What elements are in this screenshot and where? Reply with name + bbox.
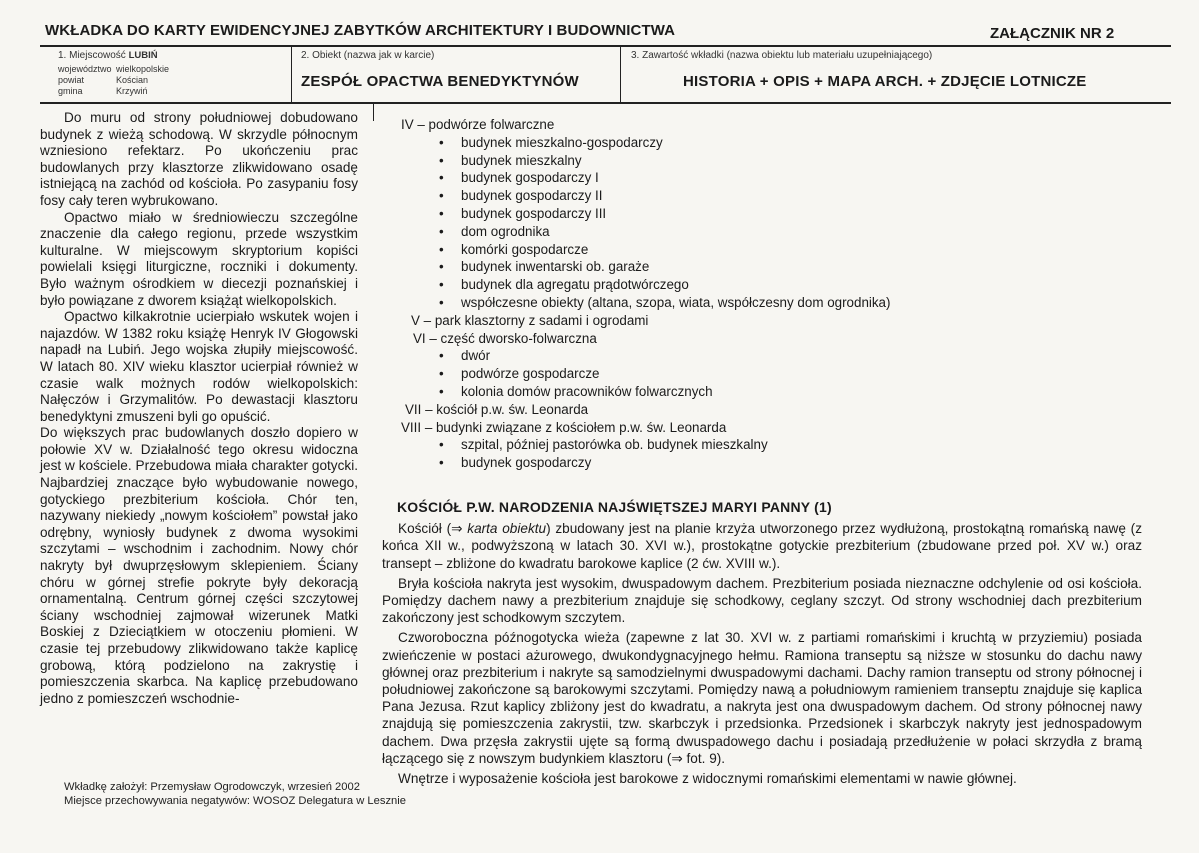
church-heading: KOŚCIÓŁ P.W. NARODZENIA NAJŚWIĘTSZEJ MARYI PANNY (1) [397,499,832,515]
church-paragraph-4: Wnętrze i wyposażenie kościoła jest barokowe z widocznymi romańskimi elementami w nawie głównej. [398,771,1017,787]
county-value: Kościan [116,75,149,85]
list-item: • budynek gospodarczy [401,454,1171,472]
list-item: • budynek gospodarczy II [401,187,1171,205]
object-name: ZESPÓŁ OPACTWA BENEDYKTYNÓW [301,73,579,90]
header-bottom-rule [40,102,1171,104]
locality-name: LUBIŃ [128,50,158,61]
list-item: • dwór [401,347,1171,365]
author-line: Wkładkę założył: Przemysław Ogrodowczyk, wrzesień 2002 [64,781,360,793]
list-item: • kolonia domów pracowników folwarcznych [401,383,1171,401]
list-item: • budynek dla agregatu prądotwórczego [401,276,1171,294]
list-item: • budynek inwentarski ob. garaże [401,258,1171,276]
object-label: 2. Obiekt (nazwa jak w karcie) [301,50,435,61]
document-title: WKŁADKA DO KARTY EWIDENCYJNEJ ZABYTKÓW ARCHITEKTURY I BUDOWNICTWA [45,22,676,39]
section-label: VIII – budynki związane z kościołem p.w. św. Leonarda [401,419,727,435]
contents-label: 3. Zawartość wkładki (nazwa obiektu lub materiału uzupełniającego) [631,50,933,61]
voivodeship-value: wielkopolskie [116,64,170,74]
contents-value: HISTORIA + OPIS + MAPA ARCH. + ZDJĘCIE LOTNICZE [683,73,1087,90]
negatives-storage-line: Miejsce przechowywania negatywów: WOSOZ Delegatura w Lesznie [64,795,406,807]
annex-label: ZAŁĄCZNIK NR 2 [990,25,1115,42]
locality-label: 1. Miejscowość [58,50,126,61]
list-item: • dom ogrodnika [401,223,1171,241]
header-top-rule [40,45,1171,47]
section-label: IV – podwórze folwarczne [401,117,555,132]
section-label: VII – kościół p.w. św. Leonarda [405,401,589,417]
column-divider [373,103,374,121]
object-card-reference: karta obiektu [467,521,547,537]
list-item: • współczesne obiekty (altana, szopa, wiata, współczesny dom ogrodnika) [401,294,1171,312]
section-label: V – park klasztorny z sadami i ogrodami [411,312,649,328]
locality-cell [58,50,283,97]
administrative-info [58,64,283,97]
history-text-column [40,110,358,707]
complex-elements-list [401,116,1171,472]
church-description [382,499,1142,790]
history-paragraph-1: Do muru od strony południowej dobudowano budynek z wieżą schodową. W skrzydle północnym wzniesiono refektarz. Po ukończeniu prac budowlanych przy klasztorze zlikwidowano osadę istniejącą na zachód od kościoła. Po zasypaniu fosy fosy cały teren wybrukowano. [40,110,358,208]
history-paragraph-4: Do większych prac budowlanych doszło dopiero w połowie XV w. Działalność tego okresu widoczna jest w kościele. Przebudowa miała charakter gotycki. Najbardziej znaczące było wybudowanie nowego, gotyckiego prezbiterium kościoła. Chór ten, nazywany niekiedy „nowym kościołem” powstał jako odrębny, wyniosły budynek z dwoma wysokimi szczytami – wschodnim i zachodnim. Nowy chór nakryty był dwuprzęsłowym sklepieniem. Ściany chóru w górnej strefie pokryte były dekoracją ornamentalną. Centrum górnej części szczytowej ściany wschodniej zajmował wizerunek Matki Boskiej z Dzieciątkiem w otoczeniu płomieni. W czasie tej przebudowy zlikwidowano także kaplicę grobową, którą podzielono na zakrystię i pomieszczenia skarbca. Na kaplicę przebudowano jedno z pomieszczeń wschodnie- [40,425,358,706]
church-paragraph-2: Bryła kościoła nakryta jest wysokim, dwuspadowym dachem. Prezbiterium posiada nieznaczne odchylenie od osi kościoła. Pomiędzy dachem nawy a prezbiterium znajduje się schodkowy, ceglany szczyt. Od strony wschodniej dach prezbiterium zakończony jest schodkowym szczytem. [382,575,1142,626]
history-paragraph-3: Opactwo kilkakrotnie ucierpiało wskutek wojen i najazdów. W 1382 roku książę Henryk IV Głogowski napadł na Lubiń. Jego wojska złupiły miejscowość. W latach 80. XIV wieku klasztor ucierpiał również w czasie walk możnych rodów wielkopolskich: Nałęczów i Grzymalitów. Po dewastacji klasztoru benedyktyni zmuszeni byli go opuścić. [40,309,358,424]
commune-label: gmina [58,86,83,96]
list-item: • szpital, później pastorówka ob. budynek mieszkalny [401,436,1171,454]
county-label: powiat [58,75,85,85]
list-item: • budynek gospodarczy III [401,205,1171,223]
list-item: • budynek mieszkalny [401,152,1171,170]
list-item: • budynek gospodarczy I [401,169,1171,187]
list-item: • budynek mieszkalno-gospodarczy [401,134,1171,152]
church-paragraph-3: Czworoboczna późnogotycka wieża (zapewne z lat 30. XVI w. z partiami romańskimi i kruchtą w przyziemiu) posiada zwieńczenie w postaci ażurowego, dwukondygnacyjnego hełmu. Ramiona transeptu są niższe w stosunku do dachu nawy głównej oraz prezbiterium i nakryte są samodzielnymi dwuspadowymi dachami. Dachy ramion transeptu od strony północnej i południowej zakończone są barokowymi szczytami. Pomiędzy nawą a południowym ramieniem transeptu znajduje się kaplica Pana Jezusa. Rzut kaplicy zbliżony jest do kwadratu, a nakryta jest ona dwuspadowym dachem. Od strony północnej nawy znajdują się pomieszczenia zakrystii, tzw. skarbczyk i przedsionka. Przedsionek i skarbczyk nakryty jest jednospadowym dachem. Dwa przęsła zakrystii ujęte są formą dwuspadowego dachu i posiadają przedłużenie w połaci skrzydła z bramą łączącego się z nowszym budynkiem klasztoru (⇒ fot. 9). [382,630,1142,766]
voivodeship-label: województwo [58,64,112,74]
section-label: VI – część dworsko-folwarczna [413,330,597,346]
church-paragraph-1: Kościół (⇒ karta obiektu) zbudowany jest na planie krzyża utworzonego przez wydłużoną, prostokątną romańską nawę (z końca XII w., podwyższoną w latach 30. XVI w.), prostokątne gotyckie prezbiterium (zbudowane przed poł. XV w.) oraz transept – zbliżone do kwadratu barokowe kaplice (2 ćw. XVIII w.). [382,521,1142,571]
list-item: • podwórze gospodarcze [401,365,1171,383]
footer [64,780,406,808]
header-divider-2 [620,45,621,103]
object-cell [301,50,601,90]
commune-value: Krzywiń [116,86,148,96]
history-paragraph-2: Opactwo miało w średniowieczu szczególne znaczenie dla całego regionu, przede wszystkim kulturalne. W miejscowym skryptorium kopiści powielali księgi liturgiczne, roczniki i dokumenty. Było ważnym ośrodkiem w diecezji poznańskiej i było powiązane z dworem książąt wielkopolskich. [40,209,358,308]
contents-cell [631,50,1171,90]
header-divider-1 [291,45,292,103]
list-item: • komórki gospodarcze [401,241,1171,259]
